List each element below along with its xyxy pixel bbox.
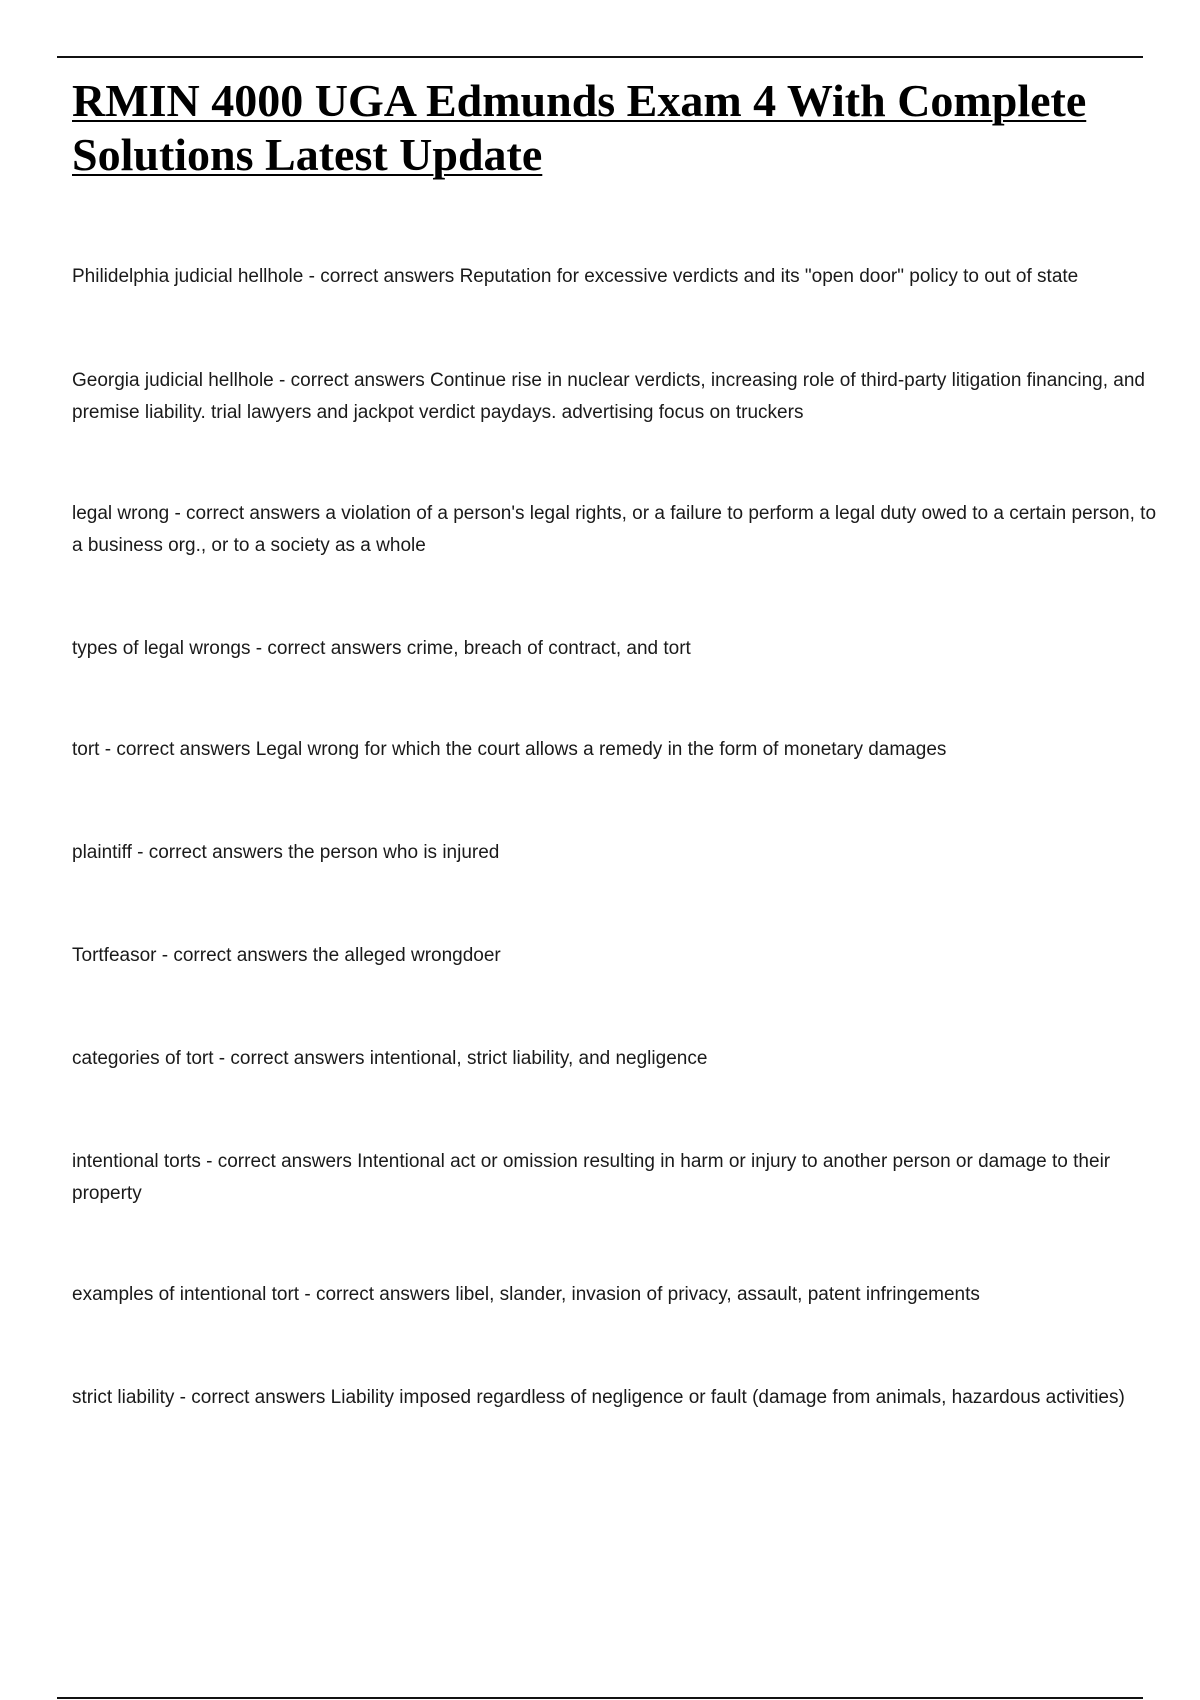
qa-item-georgia-hellhole: Georgia judicial hellhole - correct answers Continue rise in nuclear verdicts, increasing role of third-party litigation financing, and premise liability. trial lawyers and jackpot verdict paydays. advertising focus on truckers — [72, 370, 1145, 423]
qa-item-legal-wrong: legal wrong - correct answers a violation of a person's legal rights, or a failure to perform a legal duty owed to a certain person, to a business org., or to a society as a whole — [72, 503, 1157, 556]
top-rule — [57, 56, 1143, 58]
qa-item-tortfeasor: Tortfeasor - correct answers the alleged wrongdoer — [72, 945, 501, 966]
qa-item-plaintiff: plaintiff - correct answers the person who is injured — [72, 842, 500, 863]
bottom-rule — [57, 1697, 1143, 1699]
qa-item-intentional-torts: intentional torts - correct answers Intentional act or omission resulting in harm or injury to another person or damage to their property — [72, 1151, 1111, 1204]
qa-item-tort: tort - correct answers Legal wrong for which the court allows a remedy in the form of monetary damages — [72, 739, 947, 760]
document-title: RMIN 4000 UGA Edmunds Exam 4 With Complete Solutions Latest Update — [72, 75, 1087, 180]
qa-item-examples-intentional-tort: examples of intentional tort - correct answers libel, slander, invasion of privacy, assault, patent infringements — [72, 1284, 980, 1305]
qa-item-categories-of-tort: categories of tort - correct answers intentional, strict liability, and negligence — [72, 1048, 708, 1069]
qa-item-types-of-legal-wrongs: types of legal wrongs - correct answers crime, breach of contract, and tort — [72, 638, 691, 659]
qa-item-strict-liability: strict liability - correct answers Liability imposed regardless of negligence or fault (damage from animals, hazardous activities) — [72, 1387, 1125, 1408]
qa-item-philadelphia-hellhole: Philidelphia judicial hellhole - correct answers Reputation for excessive verdicts and its "open door" policy to out of state — [72, 266, 1079, 287]
